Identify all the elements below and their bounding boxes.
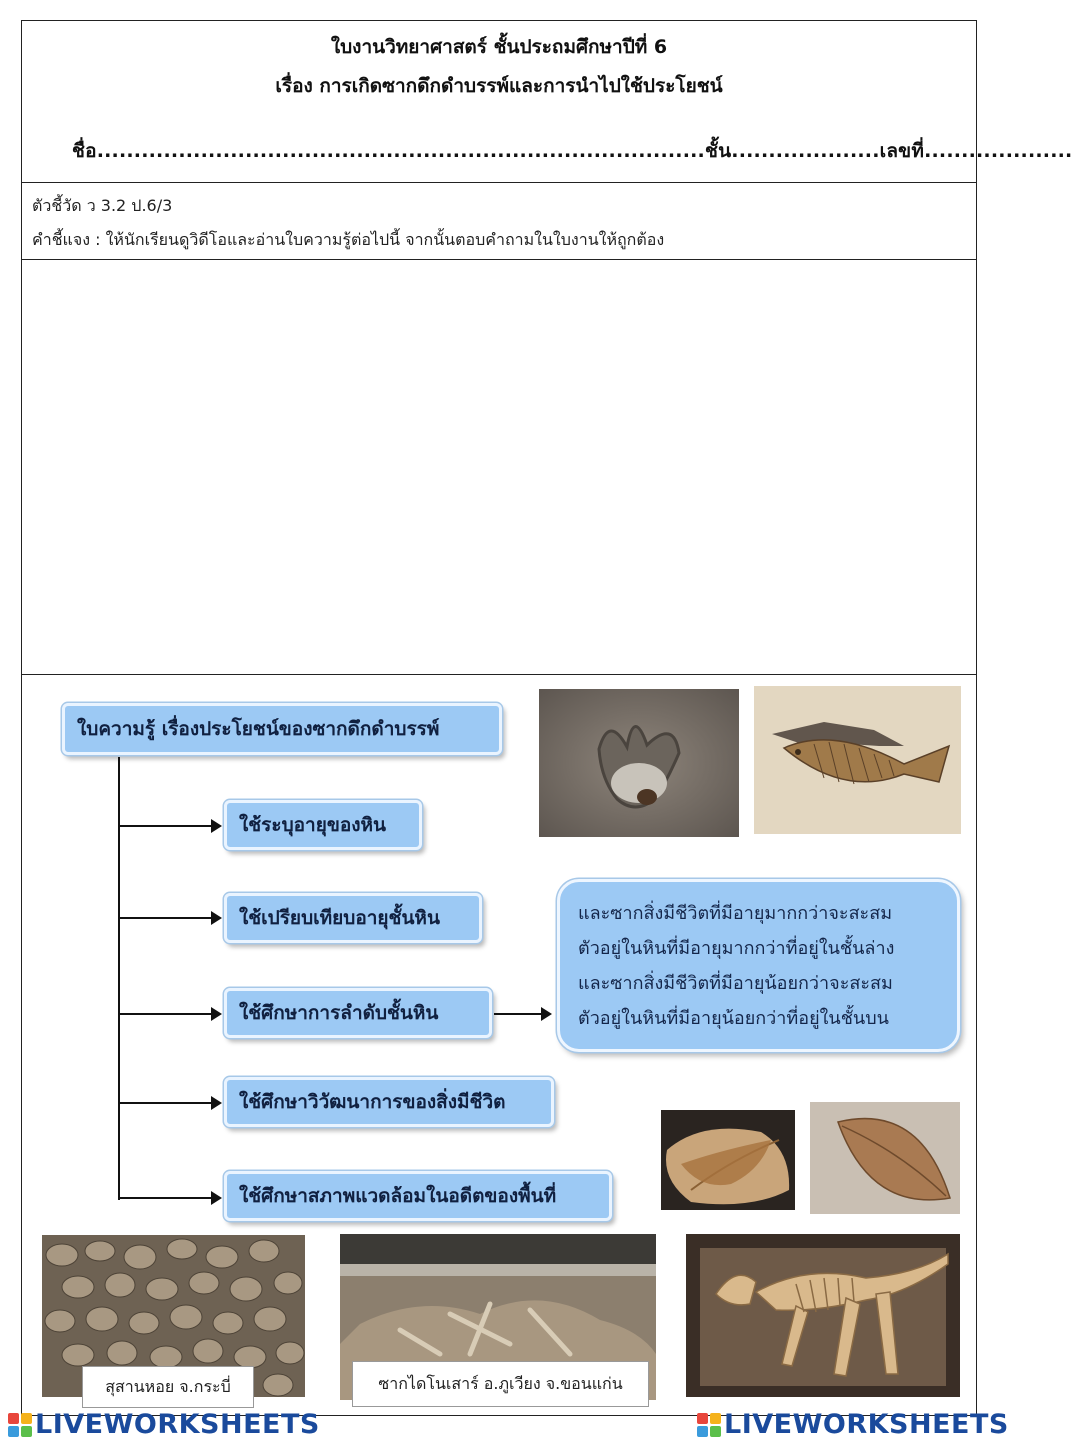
brand-name: LIVEWORKSHEETS bbox=[724, 1409, 1009, 1440]
use-item-rock-age: ใช้ระบุอายุของหิน bbox=[224, 800, 422, 850]
leaf-fossil-photo-2 bbox=[810, 1102, 960, 1214]
explanation-line: ตัวอยู่ในหินที่มีอายุน้อยกว่าที่อยู่ในชั้นบน bbox=[578, 1008, 889, 1029]
instruction-text: คำชี้แจง : ให้นักเรียนดูวิดีโอและอ่านใบความรู้ต่อไปนี้ จากนั้นตอบคำถามในใบงานให้ถูกต้อง bbox=[32, 230, 665, 249]
use-item-compare-layers: ใช้เปรียบเทียบอายุชั้นหิน bbox=[224, 893, 482, 943]
dinosaur-photo-caption: ซากไดโนเสาร์ อ.ภูเวียง จ.ขอนแก่น bbox=[352, 1361, 649, 1407]
dinosaur-footprint-photo bbox=[539, 689, 739, 837]
use-item-evolution: ใช้ศึกษาวิวัฒนาการของสิ่งมีชีวิต bbox=[224, 1077, 554, 1127]
fish-fossil-photo bbox=[754, 686, 961, 834]
connector-line bbox=[118, 757, 120, 1200]
divider bbox=[21, 182, 977, 183]
shell-photo-caption: สุสานหอย จ.กระบี่ bbox=[82, 1366, 254, 1408]
class-label: ชั้น bbox=[704, 140, 732, 162]
arrow-connector bbox=[118, 1013, 220, 1015]
explanation-line: ตัวอยู่ในหินที่มีอายุมากกว่าที่อยู่ในชั้นล่าง bbox=[578, 938, 895, 959]
number-label: เลขที่ bbox=[879, 140, 925, 162]
number-field[interactable]: .................... bbox=[924, 140, 1072, 162]
worksheet-title: ใบงานวิทยาศาสตร์ ชั้นประถมศึกษาปีที่ 6 bbox=[330, 36, 668, 58]
divider bbox=[21, 259, 977, 260]
worksheet-subtitle: เรื่อง การเกิดซากดึกดำบรรพ์และการนำไปใช้ประโยชน์ bbox=[275, 75, 723, 97]
liveworksheets-logo-right bbox=[697, 1409, 1009, 1440]
use-item-stratigraphy: ใช้ศึกษาการลำดับชั้นหิน bbox=[224, 988, 492, 1038]
logo-blocks-icon bbox=[697, 1413, 721, 1437]
leaf-fossil-photo-1 bbox=[661, 1110, 795, 1210]
student-info-row bbox=[72, 136, 1072, 166]
brand-name: LIVEWORKSHEETS bbox=[35, 1409, 320, 1440]
use-item-paleoenvironment: ใช้ศึกษาสภาพแวดล้อมในอดีตของพื้นที่ bbox=[224, 1171, 612, 1221]
name-field[interactable]: .................................................................................. bbox=[96, 140, 705, 162]
divider bbox=[21, 674, 977, 675]
class-field[interactable]: .................... bbox=[731, 140, 880, 162]
arrow-connector bbox=[118, 825, 220, 827]
indicator-text: ตัวชี้วัด ว 3.2 ป.6/3 bbox=[32, 196, 173, 215]
stratigraphy-explanation-box bbox=[557, 879, 960, 1052]
arrow-connector bbox=[118, 1197, 220, 1199]
explanation-line: และซากสิ่งมีชีวิตที่มีอายุน้อยกว่าจะสะสม bbox=[578, 973, 893, 994]
dinosaur-skeleton-photo bbox=[686, 1234, 960, 1397]
explanation-line: และซากสิ่งมีชีวิตที่มีอายุมากกว่าจะสะสม bbox=[578, 903, 893, 924]
video-area[interactable] bbox=[22, 261, 976, 673]
arrow-connector bbox=[494, 1013, 550, 1015]
arrow-connector bbox=[118, 917, 220, 919]
logo-blocks-icon bbox=[8, 1413, 32, 1437]
arrow-connector bbox=[118, 1102, 220, 1104]
liveworksheets-logo-left bbox=[8, 1409, 320, 1440]
name-label: ชื่อ bbox=[72, 140, 97, 162]
knowledge-title-box: ใบความรู้ เรื่องประโยชน์ของซากดึกดำบรรพ์ bbox=[62, 703, 502, 755]
